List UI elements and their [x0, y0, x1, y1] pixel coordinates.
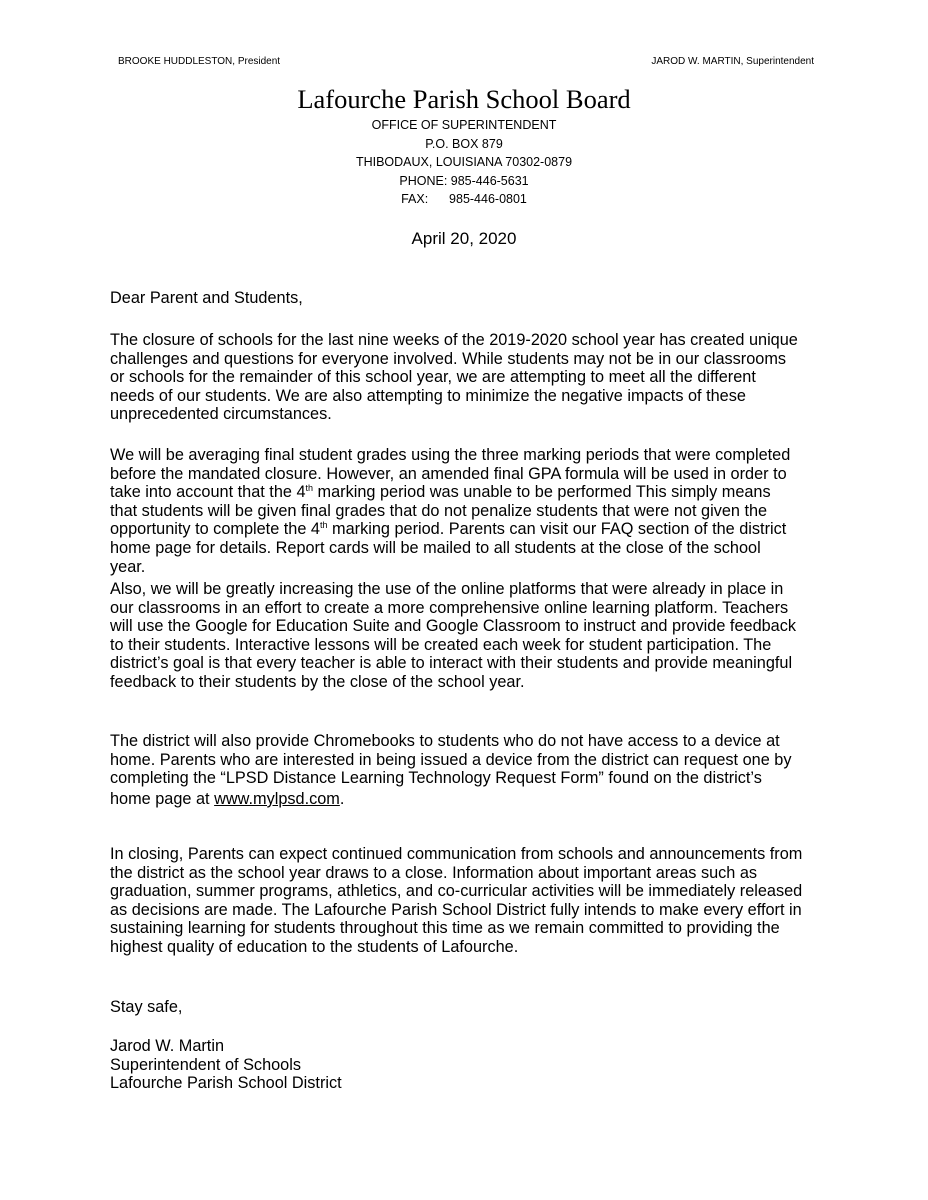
line: to their students. Interactive lessons will be created each week for student participation. The	[110, 635, 772, 654]
office-line: OFFICE OF SUPERINTENDENT	[371, 118, 557, 132]
line: Also, we will be greatly increasing the use of the online platforms that were already in place in	[110, 580, 784, 598]
line: as decisions are made. The Lafourche Parish School District fully intends to make every effort in	[110, 900, 802, 919]
office-line: P.O. BOX 879	[425, 136, 503, 151]
superscript: th	[305, 483, 314, 494]
line: highest quality of education to the students of Lafourche.	[110, 937, 519, 956]
line: district’s goal is that every teacher is able to interact with their students and provide meaningful	[110, 654, 793, 673]
line: the district as the school year draws to a close. Information about important areas such as	[110, 863, 758, 882]
text: marking period was unable to be performed This simply means	[313, 483, 771, 502]
line	[110, 483, 830, 502]
signer-organization: Lafourche Parish School District	[110, 1074, 342, 1093]
text: take into account that the 4	[110, 483, 306, 502]
board-president: BROOKE HUDDLESTON, President	[118, 56, 281, 67]
line: sustaining learning for students throughout this time as we remain committed to providing the	[110, 919, 780, 938]
line: needs of our students. We are also attempting to minimize the negative impacts of these	[110, 386, 746, 405]
line	[110, 520, 830, 539]
line: The closure of schools for the last nine weeks of the 2019-2020 school year has created unique	[110, 331, 798, 349]
signature-block	[110, 1037, 830, 1093]
text: marking period. Parents can visit our FAQ section of the district	[327, 520, 787, 539]
line: our classrooms in an effort to create a more comprehensive online learning platform. Teachers	[110, 598, 789, 617]
superintendent-header: JAROD W. MARTIN, Superintendent	[651, 56, 814, 67]
paragraph-3	[110, 580, 830, 692]
paragraph-4	[110, 732, 830, 808]
letterhead-title: Lafourche Parish School Board	[297, 84, 631, 114]
line: unprecedented circumstances.	[110, 405, 332, 424]
paragraph-2	[110, 446, 830, 576]
office-line: PHONE: 985-446-5631	[399, 173, 529, 188]
line: completing the “LPSD Distance Learning Technology Request Form” found on the district’s	[110, 769, 762, 788]
text: home page at	[110, 789, 215, 808]
superscript: th	[319, 520, 328, 531]
text: .	[339, 789, 345, 808]
line: home page for details. Report cards will be mailed to all students at the close of the school	[110, 538, 761, 557]
line: year.	[110, 557, 146, 576]
line: challenges and questions for everyone involved. While students may not be in our classrooms	[110, 349, 787, 368]
line: will use the Google for Education Suite and Google Classroom to instruct and provide feedback	[110, 617, 797, 636]
website-link[interactable]: www.mylpsd.com	[214, 789, 340, 808]
line: feedback to their students by the close of the school year.	[110, 672, 525, 691]
line: The district will also provide Chromebooks to students who do not have access to a device at	[110, 732, 780, 750]
text: opportunity to complete the 4	[110, 520, 320, 539]
line: or schools for the remainder of this school year, we are attempting to meet all the different	[110, 368, 756, 387]
office-address	[0, 116, 928, 209]
paragraph-5	[110, 845, 830, 957]
line: We will be averaging final student grades using the three marking periods that were completed	[110, 446, 791, 464]
salutation: Dear Parent and Students,	[110, 289, 303, 307]
line: In closing, Parents can expect continued communication from schools and announcements from	[110, 845, 803, 863]
office-line: FAX: 985-446-0801	[401, 192, 527, 207]
signer-title: Superintendent of Schools	[110, 1055, 301, 1074]
letter-date: April 20, 2020	[411, 229, 517, 248]
paragraph-1	[110, 331, 830, 424]
signer-name: Jarod W. Martin	[110, 1037, 225, 1055]
office-line: THIBODAUX, LOUISIANA 70302-0879	[355, 155, 573, 170]
line: graduation, summer programs, athletics, and co-curricular activities will be immediately released	[110, 882, 803, 901]
line: that students will be given final grades that do not penalize students that were not given the	[110, 501, 768, 520]
line	[110, 790, 830, 809]
closing: Stay safe,	[110, 998, 183, 1016]
line: home. Parents who are interested in being issued a device from the district can request one by	[110, 750, 792, 769]
line: before the mandated closure. However, an amended final GPA formula will be used in order to	[110, 464, 787, 483]
